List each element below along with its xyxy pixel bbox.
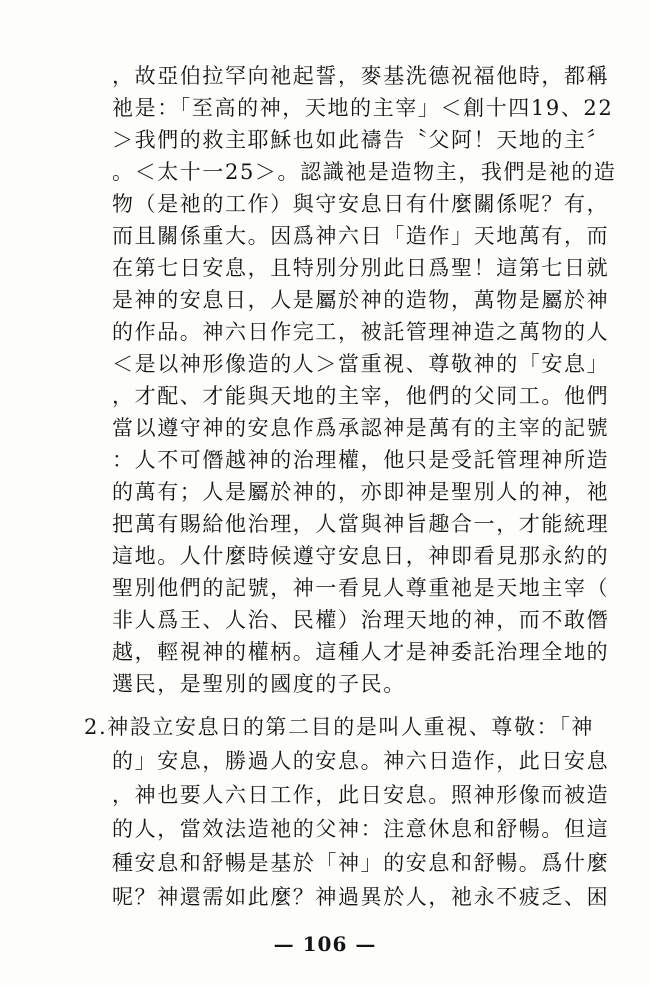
text-line: 是神的安息日，人是屬於神的造物，萬物是屬於神 [112, 288, 610, 312]
text-line: 在第七日安息，且特別分別此日爲聖！這第七日就 [112, 256, 610, 280]
text-line: 種安息和舒暢是基於「神」的安息和舒暢。爲什麼 [112, 851, 610, 875]
text-line: 聖別他們的記號，神一看見人尊重祂是天地主宰（ [112, 576, 610, 600]
text-line: 的」安息，勝過人的安息。神六日造作，此日安息 [112, 749, 610, 773]
text-line: ：人不可僭越神的治理權，他只是受託管理神所造 [112, 448, 610, 472]
text-line: 當以遵守神的安息作爲承認神是萬有的主宰的記號 [112, 416, 610, 440]
text-line: 非人爲王、人治、民權）治理天地的神，而不敢僭 [112, 608, 610, 632]
text-line: ＞我們的救主耶穌也如此禱告〝父阿！天地的主〞 [112, 128, 610, 152]
text-line: 。＜太十一25＞。認識祂是造物主，我們是祂的造 [112, 160, 617, 184]
text-line: ，神也要人六日工作，此日安息。照神形像而被造 [112, 783, 610, 807]
numbered-paragraph-start: 2.神設立安息日的第二目的是叫人重視、尊敬：「神 [84, 715, 594, 739]
text-line: ，故亞伯拉罕向祂起誓，麥基洗德祝福他時，都稱 [112, 64, 610, 88]
page-number: — 106 — [273, 932, 377, 956]
text-line: 祂是：「至高的神，天地的主宰」＜創十四19、22 [112, 96, 614, 120]
text-line: ＜是以神形像造的人＞當重視、尊敬神的「安息」 [112, 352, 610, 376]
text-line: 這地。人什麼時候遵守安息日，神即看見那永約的 [112, 544, 610, 568]
text-line: 選民，是聖別的國度的子民。 [112, 672, 406, 696]
text-line: 而且關係重大。因爲神六日「造作」天地萬有，而 [112, 224, 610, 248]
text-line: 的作品。神六日作完工，被託管理神造之萬物的人 [112, 320, 610, 344]
text-line: 把萬有賜給他治理，人當與神旨趣合一，才能統理 [112, 512, 610, 536]
text-line: 的人，當效法造祂的父神：注意休息和舒暢。但這 [112, 817, 610, 841]
text-line: ，才配、才能與天地的主宰，他們的父同工。他們 [112, 384, 610, 408]
text-line: 物（是祂的工作）與守安息日有什麼關係呢？有， [112, 192, 610, 216]
text-line: 呢？神還需如此麼？神過異於人，祂永不疲乏、困 [112, 885, 610, 909]
text-line: 越，輕視神的權柄。這種人才是神委託治理全地的 [112, 640, 610, 664]
text-line: 的萬有；人是屬於神的，亦即神是聖別人的神，祂 [112, 480, 610, 504]
